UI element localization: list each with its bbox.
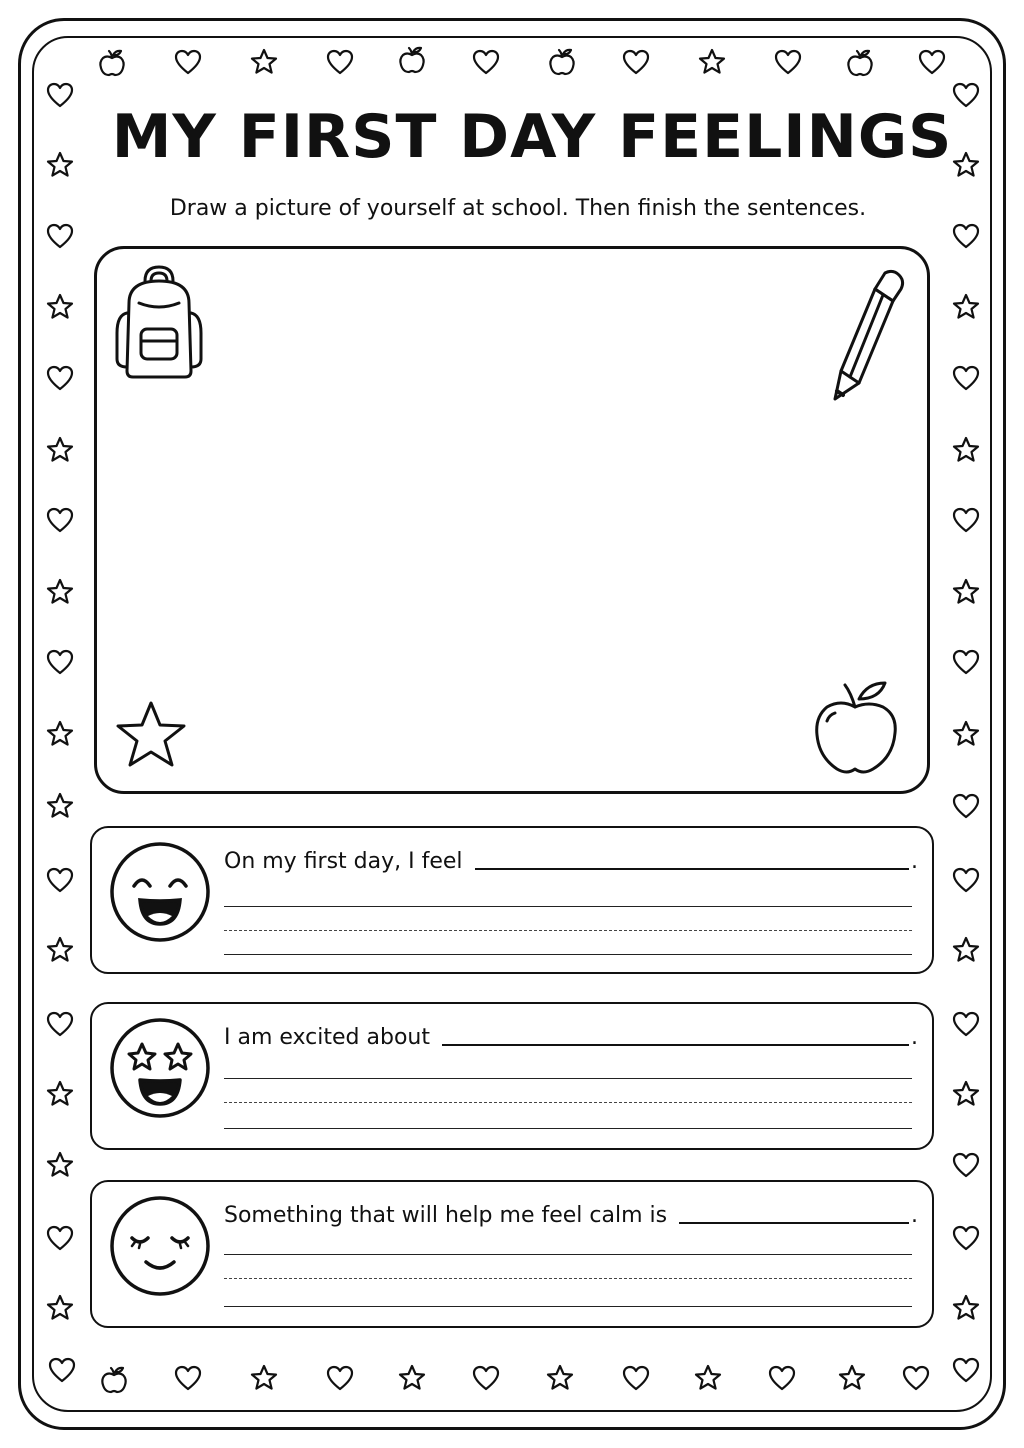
star-icon (397, 1363, 427, 1393)
star-icon (45, 935, 75, 965)
heart-icon (471, 47, 501, 77)
heart-icon (45, 221, 75, 251)
writing-line[interactable] (224, 906, 912, 907)
star-icon (951, 935, 981, 965)
star-icon (951, 435, 981, 465)
heart-icon (45, 647, 75, 677)
writing-line[interactable] (224, 1306, 912, 1307)
heart-icon (621, 1363, 651, 1393)
backpack-icon (109, 263, 209, 383)
heart-icon (951, 363, 981, 393)
star-icon (45, 1079, 75, 1109)
prompt-sentence (224, 1200, 918, 1228)
prompt-text: I am excited about (224, 1025, 430, 1050)
heart-icon (951, 221, 981, 251)
prompt-card-feel (90, 826, 934, 974)
star-icon (693, 1363, 723, 1393)
prompt-text: Something that will help me feel calm is (224, 1203, 668, 1228)
answer-blank[interactable] (475, 846, 909, 870)
answer-blank[interactable] (442, 1022, 909, 1046)
happy-face-icon (108, 840, 212, 944)
heart-icon (951, 791, 981, 821)
heart-icon (951, 647, 981, 677)
heart-icon (45, 363, 75, 393)
heart-icon (951, 1223, 981, 1253)
sentence-period: . (911, 849, 918, 874)
prompt-sentence (224, 846, 918, 874)
star-icon (45, 577, 75, 607)
heart-icon (173, 47, 203, 77)
answer-blank[interactable] (679, 1200, 909, 1224)
star-icon (545, 1363, 575, 1393)
star-icon (45, 1293, 75, 1323)
heart-icon (951, 1150, 981, 1180)
apple-icon (99, 1365, 129, 1395)
heart-icon (773, 47, 803, 77)
instructions-text: Draw a picture of yourself at school. Then finish the sentences. (169, 196, 867, 221)
sentence-period: . (911, 1025, 918, 1050)
heart-icon (901, 1363, 931, 1393)
star-icon (951, 577, 981, 607)
star-icon (45, 292, 75, 322)
star-icon (45, 791, 75, 821)
writing-midline (224, 1278, 912, 1279)
star-icon (249, 1363, 279, 1393)
star-icon (951, 1293, 981, 1323)
star-icon (837, 1363, 867, 1393)
heart-icon (45, 1223, 75, 1253)
heart-icon (951, 1009, 981, 1039)
heart-icon (47, 1355, 77, 1385)
sentence-period: . (911, 1203, 918, 1228)
writing-line[interactable] (224, 1128, 912, 1129)
writing-line[interactable] (224, 954, 912, 955)
heart-icon (45, 505, 75, 535)
star-eyes-face-icon (108, 1016, 212, 1120)
apple-icon (97, 48, 127, 78)
heart-icon (767, 1363, 797, 1393)
apple-icon (397, 45, 427, 75)
star-icon (113, 699, 189, 771)
heart-icon (621, 47, 651, 77)
writing-midline (224, 930, 912, 931)
star-icon (951, 292, 981, 322)
prompt-card-excited (90, 1002, 934, 1150)
heart-icon (471, 1363, 501, 1393)
star-icon (45, 1150, 75, 1180)
writing-line[interactable] (224, 1254, 912, 1255)
star-icon (249, 47, 279, 77)
heart-icon (45, 1009, 75, 1039)
heart-icon (325, 1363, 355, 1393)
heart-icon (325, 47, 355, 77)
writing-line[interactable] (224, 1078, 912, 1079)
apple-icon (845, 48, 875, 78)
star-icon (697, 47, 727, 77)
heart-icon (917, 47, 947, 77)
heart-icon (951, 505, 981, 535)
heart-icon (173, 1363, 203, 1393)
worksheet-title: MY FIRST DAY FEELINGS (111, 102, 953, 172)
drawing-area[interactable] (94, 246, 930, 794)
heart-icon (951, 1355, 981, 1385)
apple-icon (811, 677, 901, 777)
heart-icon (951, 865, 981, 895)
calm-face-icon (108, 1194, 212, 1298)
star-icon (951, 1079, 981, 1109)
star-icon (45, 719, 75, 749)
prompt-text: On my first day, I feel (224, 849, 463, 874)
apple-icon (547, 47, 577, 77)
star-icon (45, 435, 75, 465)
heart-icon (45, 865, 75, 895)
pencil-icon (823, 267, 913, 407)
prompt-sentence (224, 1022, 918, 1050)
prompt-card-calm (90, 1180, 934, 1328)
star-icon (951, 719, 981, 749)
writing-midline (224, 1102, 912, 1103)
